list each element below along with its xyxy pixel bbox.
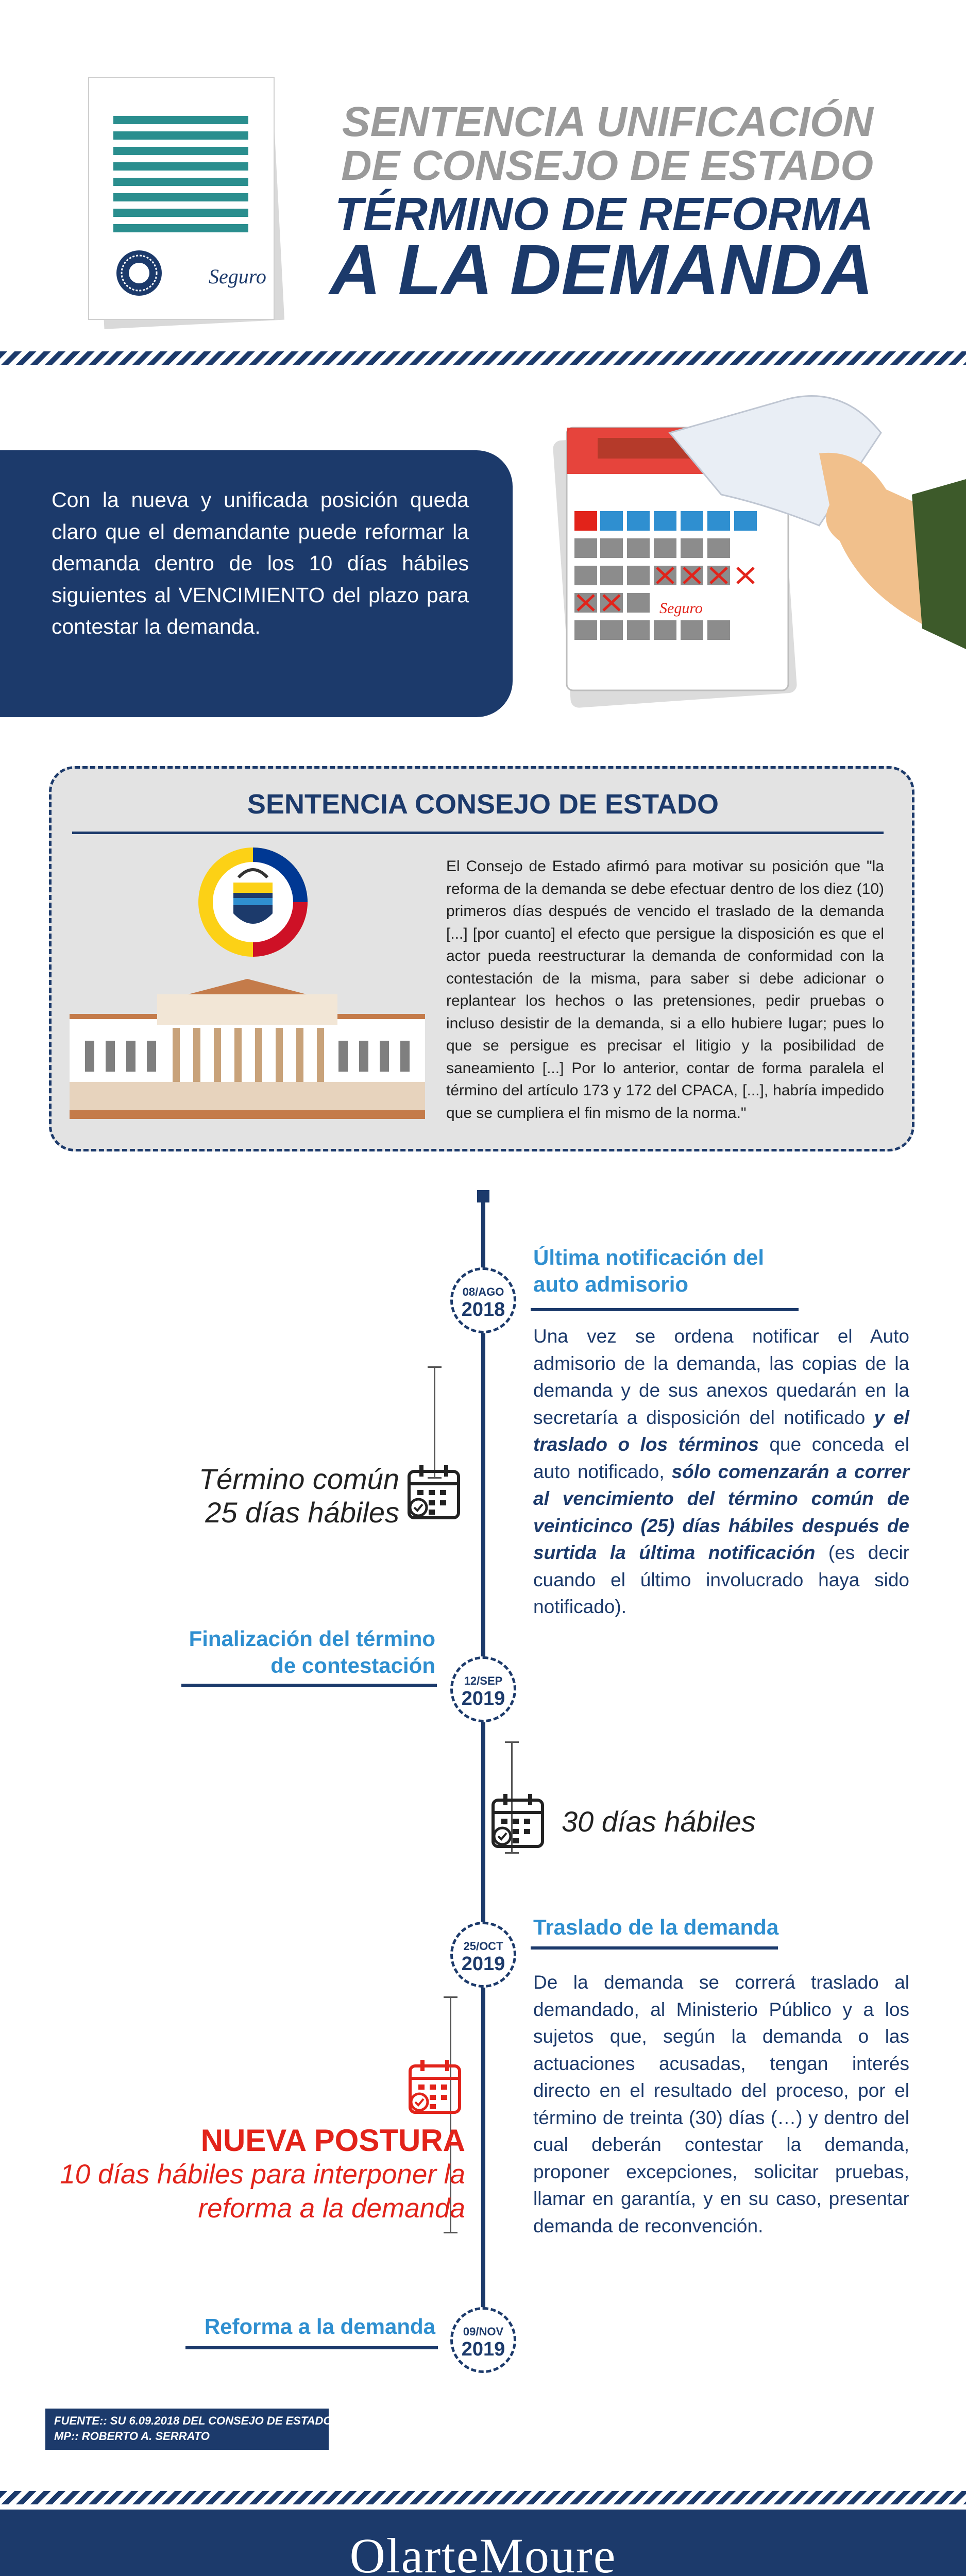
term1-line2: 25 días hábiles <box>205 1496 399 1529</box>
event1-text-c: que conceda el auto notificado, <box>533 1434 910 1482</box>
event1-text-e: (es decir cuando el último involucrado haya sido notificado). <box>533 1542 909 1618</box>
event1-text <box>533 1323 909 1621</box>
date-circle-event2 <box>450 1656 516 1722</box>
event3-text: De la demanda se correrá traslado al demandado, al Ministerio Público y a los sujetos que, según la demanda o las actuaciones acusadas, tengan interés directo en el resultado del proceso, por el término de treinta (30) días (…) y dentro del cual deberán contestar la demanda, proponer excepciones, solicitar pruebas, llamar en garantía, y en su caso, presentar demanda de reconvención. <box>533 1972 909 2236</box>
event1-heading-rule <box>531 1308 799 1311</box>
date-day: 08/AGO <box>462 1285 504 1298</box>
document-illustration <box>77 67 294 335</box>
event1-text-d: sólo comenzarán a correr al vencimiento del término común de veinticinco (25) días hábiles después de surtida la última notificación <box>533 1461 909 1564</box>
term1-bracket <box>434 1366 435 1479</box>
event3-heading: Traslado de la demanda <box>533 1915 779 1939</box>
document-signature: Seguro <box>209 265 266 288</box>
timeline-start-marker <box>477 1190 489 1202</box>
term2-label: 30 días hábiles <box>562 1805 756 1838</box>
source-line1: FUENTE:: SU 6.09.2018 DEL CONSEJO DE ESTADO. <box>54 2414 335 2427</box>
calendar-icon-term2 <box>491 1793 545 1850</box>
event1-text-b: y el traslado o los términos <box>533 1406 909 1455</box>
nueva-postura-line2: reforma a la demanda <box>198 2193 465 2224</box>
sentencia-title: SENTENCIA CONSEJO DE ESTADO <box>247 789 719 820</box>
event3-heading-rule <box>531 1946 778 1950</box>
capitol-building-illustration <box>70 979 425 1119</box>
date-year: 2019 <box>461 2338 505 2360</box>
title-line-4: A LA DEMANDA <box>329 230 873 310</box>
date-day: 25/OCT <box>463 1940 503 1953</box>
sentencia-body: El Consejo de Estado afirmó para motivar su posición que "la reforma de la demanda se debe efectuar dentro de los diez (10) primeros días después de vencido el traslado de la demanda [...] [por cuanto] el efecto que persigue la disposición es que el actor pueda reestructurar la demanda de conformidad con la contestación de la misma, para saber si debe adicionar o replantear los hechos o las pretensiones, pedir pruebas o incluso desistir de la demanda, si a ello hubiere lugar; pues lo que se persigue es precisar el litigio y la posibilidad de saneamiento [...] Por lo anterior, contar de forma paralela el término del artículo 173 y 172 del CPACA, [...], habría impedido que se cumpliera el fin mismo de la norma." <box>446 858 884 1122</box>
calendar-icon-nueva-postura <box>408 2059 462 2115</box>
date-circle-event1 <box>450 1267 516 1333</box>
event2-heading-rule <box>181 1684 437 1687</box>
title-line-2: DE CONSEJO DE ESTADO <box>341 142 873 189</box>
calendar-hand-illustration <box>551 371 966 721</box>
title-line-1: SENTENCIA UNIFICACIÓN <box>342 98 873 145</box>
divider-stripes-bottom <box>0 2491 966 2504</box>
date-day: 12/SEP <box>464 1674 503 1687</box>
event1-heading-line1: Última notificación del <box>533 1245 765 1269</box>
timeline-line <box>481 1192 485 2372</box>
date-circle-event4 <box>450 2307 516 2373</box>
event4-heading-rule <box>185 2346 438 2349</box>
footer-brand: OlarteMoure <box>349 2528 617 2576</box>
calendar-icon-term1 <box>407 1464 461 1521</box>
date-year: 2018 <box>461 1299 505 1320</box>
title-line-3: TÉRMINO DE REFORMA <box>335 189 873 240</box>
event1-heading-line2: auto admisorio <box>533 1272 689 1296</box>
nueva-postura-title: NUEVA POSTURA <box>200 2123 465 2158</box>
date-year: 2019 <box>461 1953 505 1975</box>
date-circle-event3 <box>450 1922 516 1988</box>
event4-heading: Reforma a la demanda <box>204 2314 435 2338</box>
date-day: 09/NOV <box>463 2325 504 2338</box>
calendar-signature: Seguro <box>659 600 703 617</box>
nueva-postura-line1: 10 días hábiles para interponer la <box>60 2159 465 2190</box>
sentencia-title-rule <box>72 832 884 834</box>
colombia-coat-of-arms-icon <box>197 846 309 958</box>
date-year: 2019 <box>461 1688 505 1709</box>
source-line2: MP:: ROBERTO A. SERRATO <box>54 2430 210 2443</box>
term1-line1: Término común <box>198 1463 399 1495</box>
event2-heading-line1: Finalización del término <box>189 1626 435 1651</box>
event2-heading-line2: de contestación <box>270 1653 435 1677</box>
intro-text: Con la nueva y unificada posición queda claro que el demandante puede reformar la demanda dentro de los 10 días hábiles siguientes al VENCIMIENTO del plazo para contestar la demanda. <box>52 488 469 638</box>
event1-text-a: Una vez se ordena notificar el Auto admisorio de la demanda, las copias de la demanda y de sus anexos quedarán en la secretaría a disposición del notificado <box>533 1326 909 1428</box>
divider-stripes-top <box>0 351 966 365</box>
